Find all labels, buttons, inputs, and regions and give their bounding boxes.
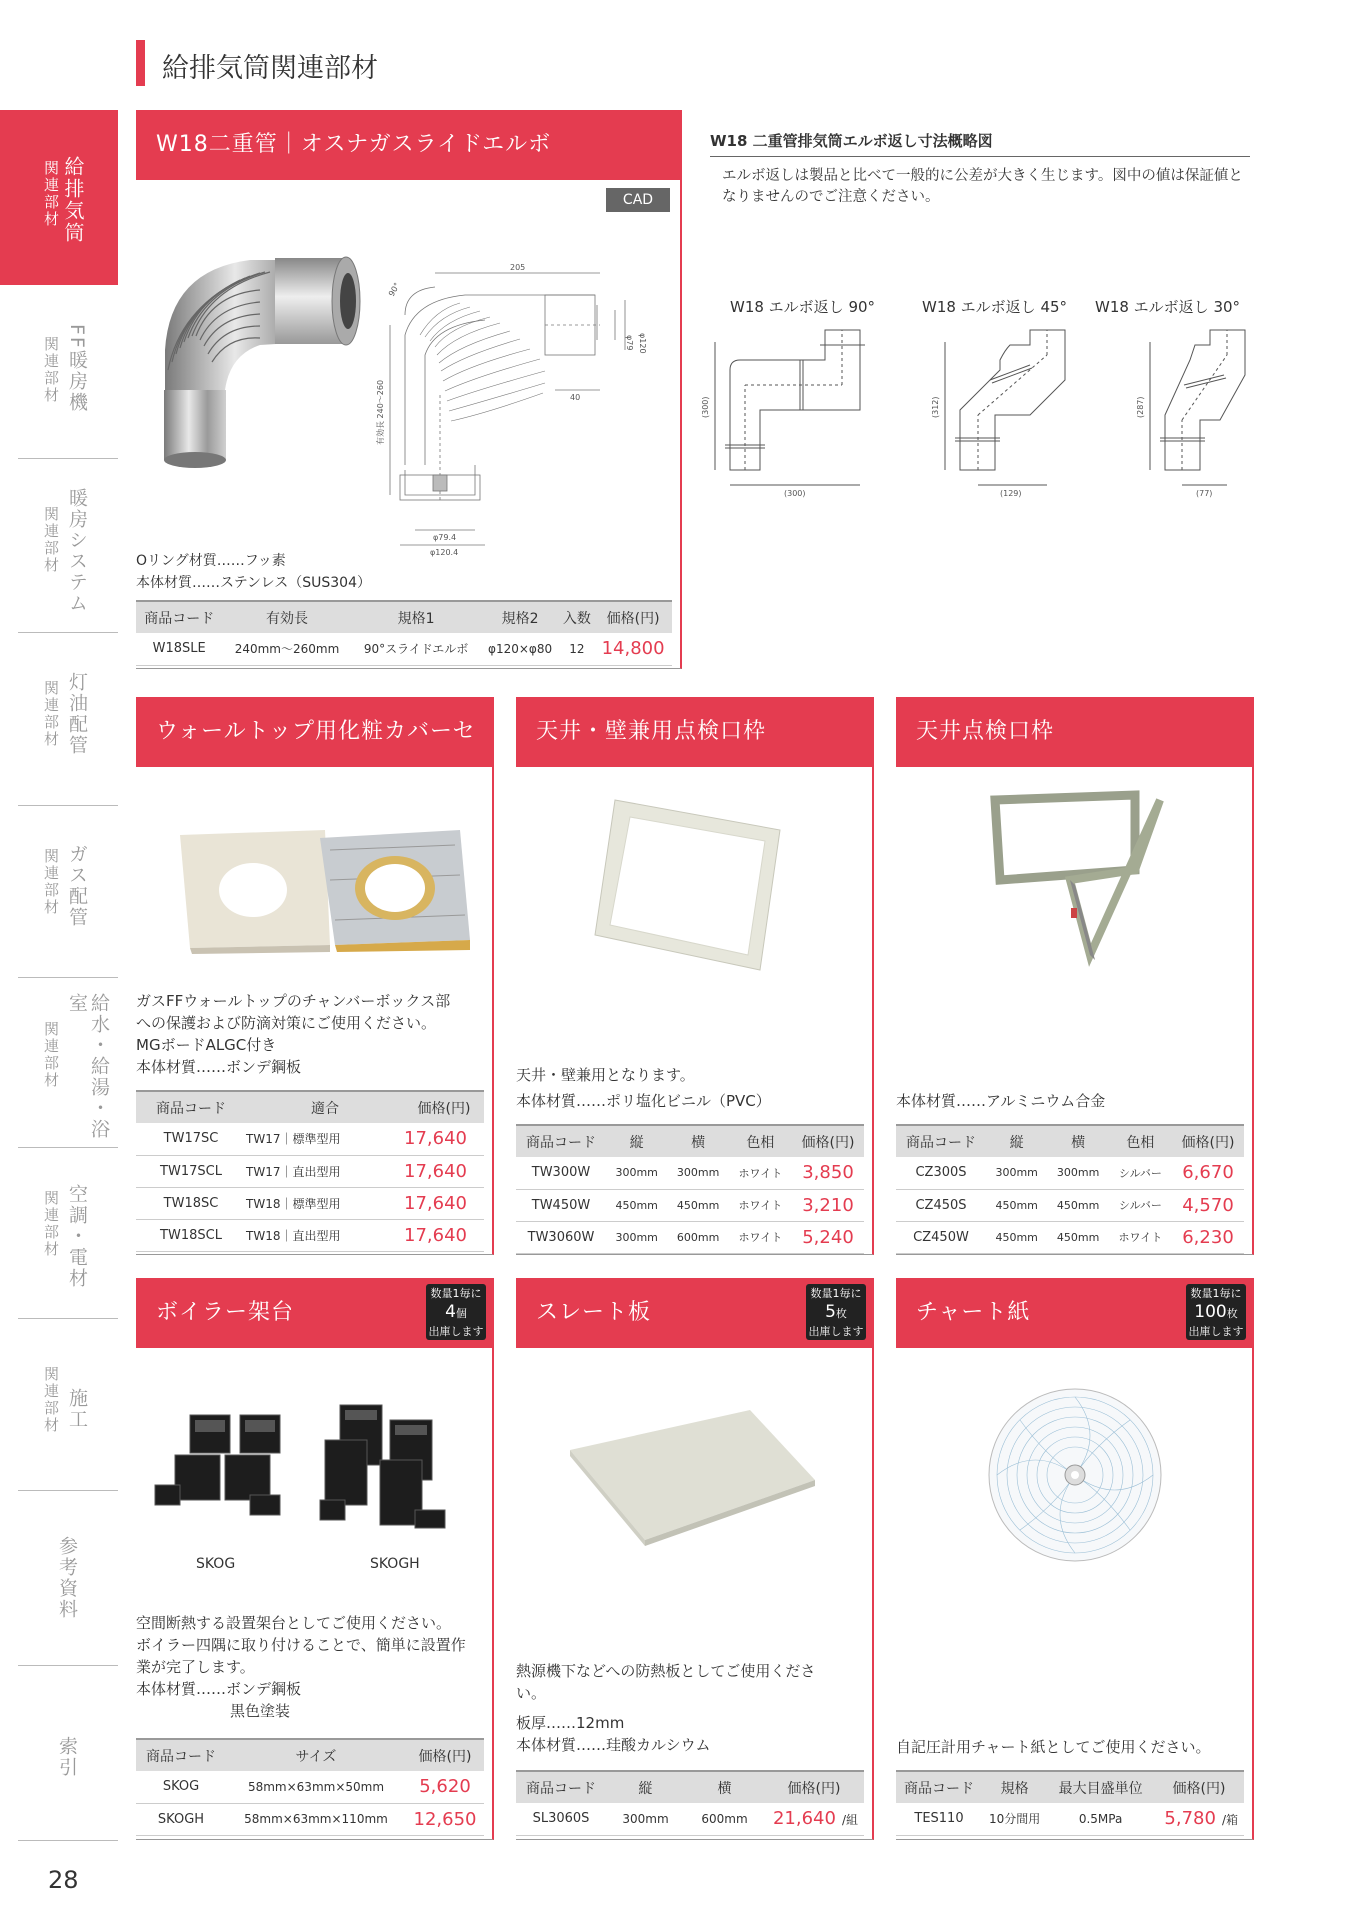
sidebar-label: ガス配管 xyxy=(66,844,88,928)
cell-price: 5,240 xyxy=(792,1221,864,1253)
walltop-desc-3: MGボードALGC付き xyxy=(136,1036,277,1054)
th-width: 横 xyxy=(1047,1125,1108,1157)
sidebar-sub: 関連部材 xyxy=(42,848,60,916)
sidebar-item-heating[interactable] xyxy=(0,470,118,630)
slate-photo xyxy=(560,1410,820,1550)
cell-spec1: 90°スライドエルボ xyxy=(352,633,481,665)
cell-width: 450mm xyxy=(1047,1221,1108,1253)
table-row xyxy=(136,1771,484,1803)
th-height: 縦 xyxy=(606,1771,685,1803)
divider xyxy=(18,1147,118,1148)
cell-code: TW17SCL xyxy=(136,1155,246,1187)
cell-code: TW300W xyxy=(516,1157,606,1189)
elbow-title: W18二重管｜オスナガスライドエルボ xyxy=(136,110,682,180)
cell-width: 600mm xyxy=(685,1803,764,1835)
dim-90deg: 90° xyxy=(386,281,402,298)
th-height: 縦 xyxy=(986,1125,1047,1157)
cell-length: 240mm〜260mm xyxy=(222,633,351,665)
cell-price: 5,780 xyxy=(1164,1808,1216,1830)
badge-unit: 個 xyxy=(455,1307,467,1320)
ceilwall-desc-2: 本体材質……ポリ塩化ビニル（PVC） xyxy=(516,1092,771,1110)
badge-unit: 枚 xyxy=(835,1307,847,1320)
sidebar-label: 参考資料 xyxy=(56,1536,78,1620)
dim-w-45: (129) xyxy=(1000,489,1022,498)
th-code: 商品コード xyxy=(896,1125,986,1157)
sidebar-item-construction[interactable] xyxy=(0,1330,118,1480)
cell-spec: 10分間用 xyxy=(982,1803,1047,1835)
boiler-desc-5: 黒色塗装 xyxy=(230,1702,291,1720)
divider xyxy=(18,1840,118,1841)
cell-price: 6,230 xyxy=(1172,1221,1244,1253)
page-title: 給排気筒関連部材 xyxy=(162,53,378,84)
boiler-table xyxy=(136,1738,484,1836)
th-price: 価格(円) xyxy=(1172,1125,1244,1157)
dim-phi794: φ79.4 xyxy=(433,533,457,542)
th-price: 価格(円) xyxy=(1154,1771,1244,1803)
walltop-photo xyxy=(170,820,470,955)
slate-desc-1: 熱源機下などへの防熱板としてご使用くださ xyxy=(516,1662,816,1680)
cell-height: 300mm xyxy=(606,1803,685,1835)
th-spec: 規格 xyxy=(982,1771,1047,1803)
elbow-return-diagram xyxy=(700,320,1260,510)
th-code: 商品コード xyxy=(896,1771,982,1803)
cell-code: TES110 xyxy=(896,1803,982,1835)
cell-price: 17,640 xyxy=(404,1123,484,1155)
cell-fit: TW18｜直出型用 xyxy=(246,1219,404,1251)
sidebar-label: 索引 xyxy=(56,1736,78,1778)
table-row xyxy=(136,1803,484,1835)
divider xyxy=(18,632,118,633)
elbow-table xyxy=(136,600,672,666)
cell-color: ホワイト xyxy=(729,1221,792,1253)
badge-bottom: 出庫します xyxy=(428,1325,484,1338)
th-price: 価格(円) xyxy=(406,1739,484,1771)
table-row xyxy=(136,1187,484,1219)
cell-code: SKOG xyxy=(136,1771,226,1803)
dim-phi120: φ120 xyxy=(638,333,647,354)
chart-qty-badge xyxy=(1186,1284,1246,1340)
cell-size: 58mm×63mm×50mm xyxy=(226,1771,406,1803)
walltop-desc-4: 本体材質……ボンデ鋼板 xyxy=(136,1058,302,1076)
divider xyxy=(710,156,1250,157)
th-spec1: 規格1 xyxy=(352,601,481,633)
th-length: 有効長 xyxy=(222,601,351,633)
th-fit: 適合 xyxy=(246,1091,404,1123)
th-code: 商品コード xyxy=(136,1739,226,1771)
table-row xyxy=(136,633,672,665)
th-price: 価格(円) xyxy=(594,601,672,633)
badge-bottom: 出庫します xyxy=(808,1325,864,1338)
diagram-title: W18 二重管排気筒エルボ返し寸法概略図 xyxy=(710,132,993,150)
slate-qty-badge xyxy=(806,1284,866,1340)
sidebar-label: FF暖房機 xyxy=(66,324,88,413)
dim-w-90: (300) xyxy=(784,489,806,498)
cell-spec2: φ120×φ80 xyxy=(481,633,560,665)
cell-height: 300mm xyxy=(606,1221,667,1253)
badge-num: 100 xyxy=(1194,1302,1227,1322)
ceil-title: 天井点検口枠 xyxy=(896,697,1254,767)
chart-desc-1: 自記圧計用チャート紙としてご使用ください。 xyxy=(896,1738,1211,1756)
cell-price: 14,800 xyxy=(594,633,672,665)
sidebar-sub: 関連部材 xyxy=(42,680,60,748)
badge-top: 数量1毎に xyxy=(810,1287,862,1300)
table-row xyxy=(896,1803,1244,1835)
title-accent xyxy=(136,40,145,86)
dim-h-90: (300) xyxy=(701,396,710,418)
boiler-img1-label: SKOG xyxy=(196,1556,236,1572)
cell-color: ホワイト xyxy=(729,1189,792,1221)
sidebar-label: 給排気筒 xyxy=(61,156,85,244)
sidebar-sub: 関連部材 xyxy=(42,506,60,574)
diagram-label-30: W18 エルボ返し 30° xyxy=(1095,298,1241,316)
table-row xyxy=(896,1221,1244,1253)
divider xyxy=(18,1490,118,1491)
th-width: 横 xyxy=(667,1125,728,1157)
cell-size: 58mm×63mm×110mm xyxy=(226,1803,406,1835)
sidebar-item-water[interactable] xyxy=(0,985,118,1145)
slate-title: スレート板 xyxy=(516,1278,874,1348)
cell-price: 17,640 xyxy=(404,1187,484,1219)
sidebar-label: 施工 xyxy=(66,1388,88,1430)
slate-desc-3: 板厚……12mm xyxy=(516,1714,625,1732)
ceilwall-table xyxy=(516,1124,864,1254)
walltop-table xyxy=(136,1090,484,1252)
dim-h-45: (312) xyxy=(931,396,940,418)
badge-top: 数量1毎に xyxy=(430,1287,482,1300)
cell-width: 450mm xyxy=(1047,1189,1108,1221)
walltop-desc-1: ガスFFウォールトップのチャンバーボックス部 xyxy=(136,992,451,1010)
cell-price: 17,640 xyxy=(404,1219,484,1251)
sidebar-sub: 関連部材 xyxy=(42,1021,60,1089)
sidebar-item-exhaust[interactable] xyxy=(0,110,118,285)
dim-phi79: φ79 xyxy=(625,335,634,351)
th-price: 価格(円) xyxy=(764,1771,864,1803)
cell-height: 300mm xyxy=(986,1157,1047,1189)
cell-code: TW450W xyxy=(516,1189,606,1221)
badge-top: 数量1毎に xyxy=(1190,1287,1242,1300)
th-qty: 入数 xyxy=(560,601,595,633)
chart-paper-photo xyxy=(985,1385,1165,1565)
th-price: 価格(円) xyxy=(792,1125,864,1157)
badge-unit: 枚 xyxy=(1226,1307,1238,1320)
cell-code: SKOGH xyxy=(136,1803,226,1835)
cell-price-unit: /箱 xyxy=(1221,1813,1238,1828)
chart-title: チャート紙 xyxy=(896,1278,1254,1348)
page-number: 28 xyxy=(48,1866,79,1894)
badge-num: 4 xyxy=(445,1302,456,1322)
th-width: 横 xyxy=(685,1771,764,1803)
elbow-spec-material: 本体材質……ステンレス（SUS304） xyxy=(136,575,371,591)
th-spec2: 規格2 xyxy=(481,601,560,633)
dim-205: 205 xyxy=(510,263,526,272)
cell-code: TW18SCL xyxy=(136,1219,246,1251)
table-row xyxy=(516,1189,864,1221)
boiler-desc-3: 業が完了します。 xyxy=(136,1658,255,1676)
slate-desc-2: い。 xyxy=(516,1684,547,1702)
dim-phi1204: φ120.4 xyxy=(430,548,459,557)
cell-fit: TW17｜標準型用 xyxy=(246,1123,404,1155)
cell-code: CZ450S xyxy=(896,1189,986,1221)
cell-fit: TW17｜直出型用 xyxy=(246,1155,404,1187)
slate-desc-4: 本体材質……珪酸カルシウム xyxy=(516,1736,711,1754)
diagram-label-45: W18 エルボ返し 45° xyxy=(922,298,1068,316)
cell-code: CZ450W xyxy=(896,1221,986,1253)
boiler-desc-1: 空間断熱する設置架台としてご使用ください。 xyxy=(136,1614,452,1632)
table-row xyxy=(136,1155,484,1187)
th-size: サイズ xyxy=(226,1739,406,1771)
sidebar-item-aircon[interactable] xyxy=(0,1160,118,1310)
cell-width: 600mm xyxy=(667,1221,728,1253)
cell-code: CZ300S xyxy=(896,1157,986,1189)
th-height: 縦 xyxy=(606,1125,667,1157)
cell-code: TW18SC xyxy=(136,1187,246,1219)
dim-40: 40 xyxy=(570,393,581,402)
table-row xyxy=(516,1157,864,1189)
chart-table xyxy=(896,1770,1244,1836)
ceilwall-photo xyxy=(590,795,790,975)
th-code: 商品コード xyxy=(136,601,222,633)
sidebar-sub: 関連部材 xyxy=(42,160,60,228)
boiler-photo xyxy=(150,1400,480,1550)
boiler-title: ボイラー架台 xyxy=(136,1278,494,1348)
sidebar-label: 空調・電材 xyxy=(66,1184,88,1289)
cell-price: 21,640 xyxy=(772,1808,836,1830)
cell-width: 300mm xyxy=(1047,1157,1108,1189)
cell-color: ホワイト xyxy=(729,1157,792,1189)
cell-price-unit: /組 xyxy=(841,1813,858,1828)
divider xyxy=(18,977,118,978)
th-code: 商品コード xyxy=(516,1125,606,1157)
divider xyxy=(18,1665,118,1666)
ceil-desc-1: 本体材質……アルミニウム合金 xyxy=(896,1092,1106,1110)
boiler-img2-label: SKOGH xyxy=(370,1556,420,1572)
cad-button[interactable]: CAD xyxy=(606,188,670,212)
divider xyxy=(18,805,118,806)
cell-code: TW17SC xyxy=(136,1123,246,1155)
dim-w-30: (77) xyxy=(1196,489,1213,498)
sidebar-label: 暖房システム xyxy=(66,488,88,614)
sidebar-sub: 関連部材 xyxy=(42,336,60,404)
cell-height: 450mm xyxy=(986,1189,1047,1221)
badge-num: 5 xyxy=(825,1302,836,1322)
cell-price: 4,570 xyxy=(1172,1189,1244,1221)
sidebar-label: 給水・給湯・浴室 xyxy=(66,993,110,1140)
cell-height: 450mm xyxy=(986,1221,1047,1253)
th-max-scale: 最大目盛単位 xyxy=(1047,1771,1154,1803)
cell-price: 3,210 xyxy=(792,1189,864,1221)
cell-color: ホワイト xyxy=(1109,1221,1172,1253)
diagram-label-90: W18 エルボ返し 90° xyxy=(730,298,876,316)
cell-height: 300mm xyxy=(606,1157,667,1189)
table-row xyxy=(136,1219,484,1251)
cell-code: SL3060S xyxy=(516,1803,606,1835)
sidebar-item-gas[interactable] xyxy=(0,820,118,970)
dim-effective-length: 有効長 240〜260 xyxy=(376,379,385,445)
cell-code: W18SLE xyxy=(136,633,222,665)
table-row xyxy=(896,1189,1244,1221)
elbow-spec-oring: Oリング材質……フッ素 xyxy=(136,553,286,569)
th-price: 価格(円) xyxy=(404,1091,484,1123)
cell-max-scale: 0.5MPa xyxy=(1047,1803,1154,1835)
walltop-desc-2: への保護および防滴対策にご使用ください。 xyxy=(136,1014,437,1032)
boiler-desc-4: 本体材質……ボンデ鋼板 xyxy=(136,1680,302,1698)
cell-price: 17,640 xyxy=(404,1155,484,1187)
diagram-note: エルボ返しは製品と比べて一般的に公差が大きく生じます。図中の値は保証値となりませんのでご注意ください。 xyxy=(722,168,1243,205)
dim-h-30: (287) xyxy=(1136,396,1145,418)
cell-price: 5,620 xyxy=(406,1771,484,1803)
sidebar-sub: 関連部材 xyxy=(42,1190,60,1258)
elbow-photo xyxy=(150,250,370,480)
table-row xyxy=(896,1157,1244,1189)
cell-color: シルバー xyxy=(1109,1189,1172,1221)
table-row xyxy=(136,1123,484,1155)
sidebar-item-kerosene[interactable] xyxy=(0,650,118,800)
ceilwall-title: 天井・壁兼用点検口枠 xyxy=(516,697,874,767)
th-color: 色相 xyxy=(729,1125,792,1157)
boiler-desc-2: ボイラー四隅に取り付けることで、簡単に設置作 xyxy=(136,1636,466,1654)
sidebar-label: 灯油配管 xyxy=(66,672,88,756)
th-code: 商品コード xyxy=(516,1771,606,1803)
cell-price: 6,670 xyxy=(1172,1157,1244,1189)
slate-table xyxy=(516,1770,864,1836)
cell-color: シルバー xyxy=(1109,1157,1172,1189)
th-code: 商品コード xyxy=(136,1091,246,1123)
cell-fit: TW18｜標準型用 xyxy=(246,1187,404,1219)
divider xyxy=(18,1318,118,1319)
boiler-qty-badge xyxy=(426,1284,486,1340)
sidebar-item-reference[interactable] xyxy=(0,1500,118,1660)
th-color: 色相 xyxy=(1109,1125,1172,1157)
ceilwall-desc-1: 天井・壁兼用となります。 xyxy=(516,1066,695,1084)
cell-height: 450mm xyxy=(606,1189,667,1221)
ceil-table xyxy=(896,1124,1244,1254)
cell-width: 300mm xyxy=(667,1157,728,1189)
badge-bottom: 出庫します xyxy=(1188,1325,1244,1338)
walltop-title: ウォールトップ用化粧カバーセット xyxy=(136,697,494,767)
table-row xyxy=(516,1221,864,1253)
divider xyxy=(18,458,118,459)
cell-code: TW3060W xyxy=(516,1221,606,1253)
sidebar-item-ff[interactable] xyxy=(0,300,118,450)
ceil-photo xyxy=(985,790,1175,980)
cell-price: 12,650 xyxy=(406,1803,484,1835)
cell-qty: 12 xyxy=(560,633,595,665)
elbow-drawing xyxy=(375,265,665,565)
sidebar-sub: 関連部材 xyxy=(42,1366,60,1434)
cell-width: 450mm xyxy=(667,1189,728,1221)
cell-price: 3,850 xyxy=(792,1157,864,1189)
sidebar-item-index[interactable] xyxy=(0,1680,118,1830)
table-row xyxy=(516,1803,864,1835)
